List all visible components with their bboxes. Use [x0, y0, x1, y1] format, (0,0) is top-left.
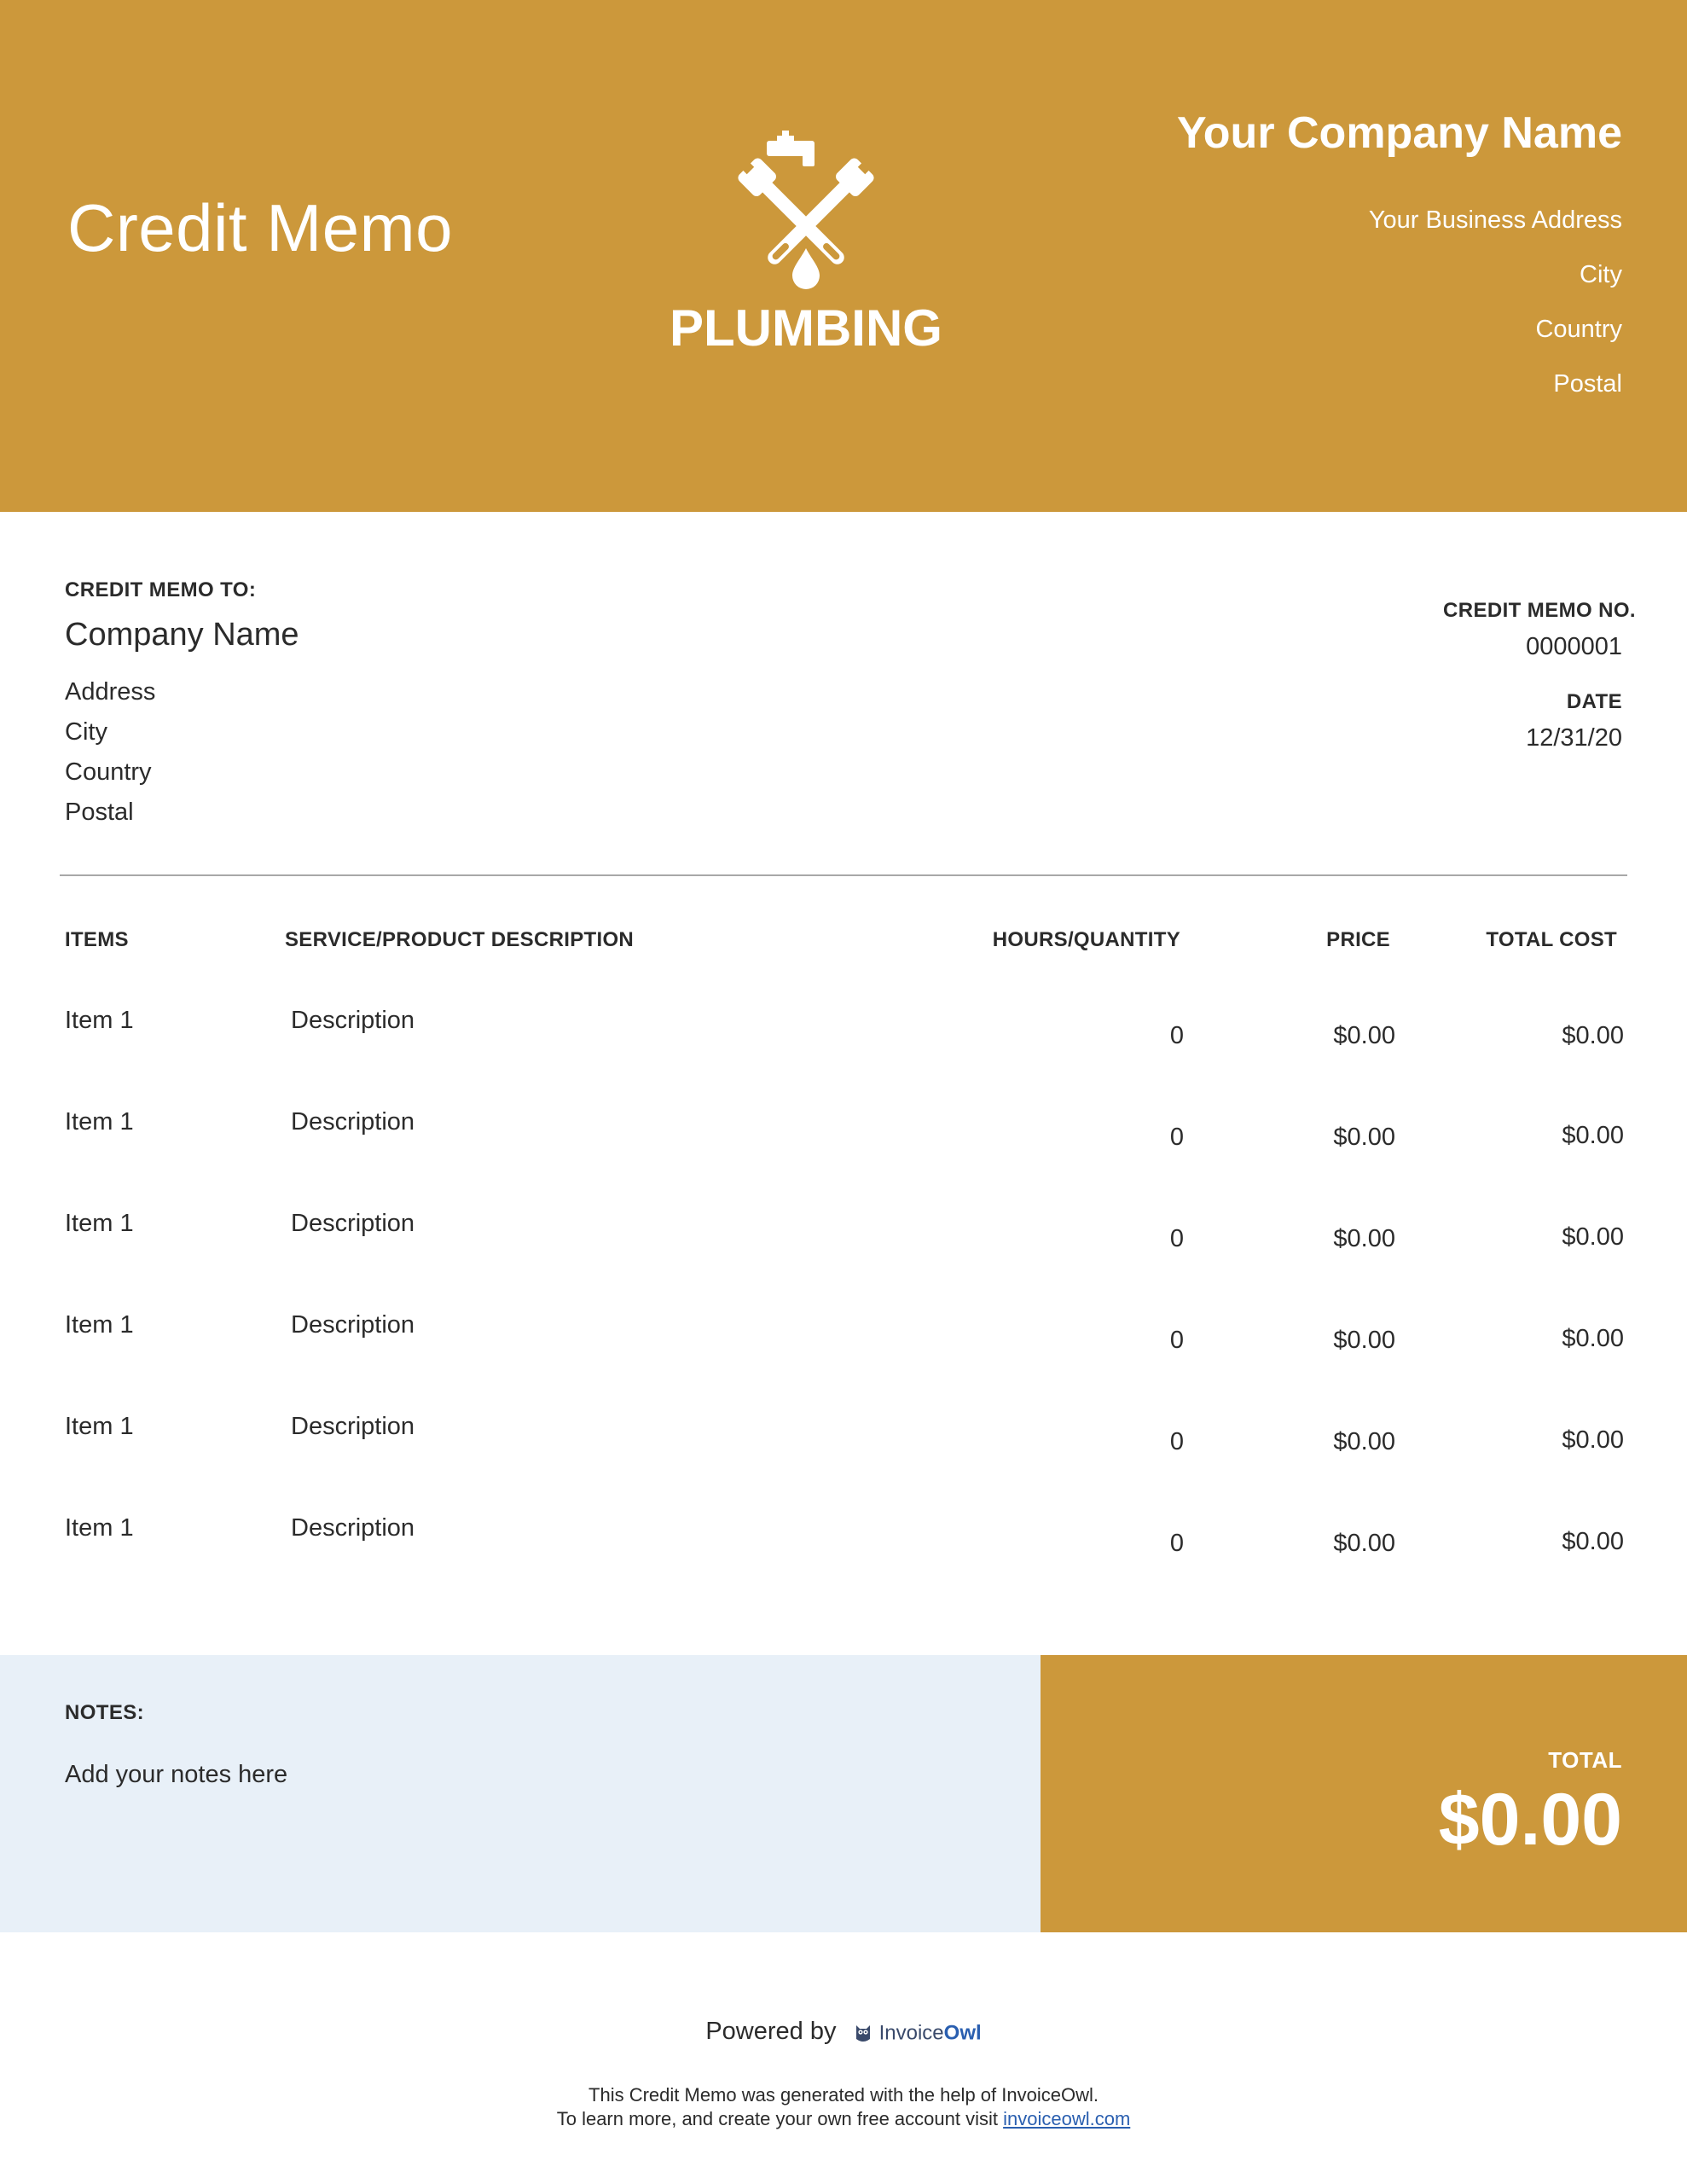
- row-item: Item 1: [65, 1413, 134, 1440]
- col-header-quantity: HOURS/QUANTITY: [992, 928, 1180, 951]
- powered-by: [0, 2018, 1687, 2047]
- powered-by-text: Powered by: [705, 2018, 837, 2045]
- recipient-postal: Postal: [65, 798, 134, 826]
- row-item: Item 1: [65, 1108, 134, 1136]
- footer-line-2: [0, 2108, 1687, 2130]
- notes-label: NOTES:: [65, 1701, 145, 1724]
- row-price: $0.00: [1333, 1124, 1395, 1151]
- invoiceowl-logo[interactable]: [854, 2018, 982, 2047]
- col-header-description: SERVICE/PRODUCT DESCRIPTION: [285, 928, 635, 951]
- row-price: $0.00: [1333, 1428, 1395, 1455]
- bill-to-label: CREDIT MEMO TO:: [65, 578, 257, 601]
- col-header-total: TOTAL COST: [1486, 928, 1617, 951]
- sender-company-name: Your Company Name: [1176, 108, 1622, 158]
- total-label: TOTAL: [1548, 1747, 1622, 1773]
- row-quantity: 0: [1169, 1225, 1184, 1252]
- brand-owl: Owl: [943, 2021, 982, 2045]
- bill-to-block: [65, 578, 299, 833]
- row-quantity: 0: [1169, 1428, 1184, 1455]
- row-description: Description: [291, 1413, 415, 1440]
- row-price: $0.00: [1333, 1022, 1395, 1049]
- row-quantity: 0: [1169, 1124, 1184, 1151]
- document-title: Credit Memo: [67, 190, 453, 265]
- row-quantity: 0: [1169, 1530, 1184, 1557]
- recipient-country: Country: [65, 758, 152, 786]
- row-item: Item 1: [65, 1311, 134, 1339]
- row-description: Description: [291, 1210, 415, 1237]
- brand-invoice: Invoice: [878, 2021, 944, 2045]
- plumbing-logo: [665, 124, 947, 371]
- sender-address: Your Business Address: [1368, 206, 1622, 234]
- memo-number: 0000001: [1526, 633, 1622, 660]
- notes-text: Add your notes here: [65, 1761, 288, 1788]
- sender-postal: Postal: [1553, 370, 1622, 398]
- row-total: $0.00: [1562, 1122, 1624, 1149]
- footer-line-2-text: To learn more, and create your own free account visit: [556, 2108, 998, 2129]
- row-description: Description: [291, 1007, 415, 1034]
- notes-panel: [0, 1655, 1041, 1932]
- row-total: $0.00: [1562, 1022, 1624, 1049]
- logo-text: PLUMBING: [670, 299, 942, 357]
- sender-company-block: [1176, 108, 1622, 411]
- row-price: $0.00: [1333, 1225, 1395, 1252]
- col-header-items: ITEMS: [65, 928, 129, 951]
- sender-city: City: [1580, 261, 1622, 288]
- row-description: Description: [291, 1514, 415, 1542]
- footer-line-1: This Credit Memo was generated with the help of InvoiceOwl.: [588, 2084, 1099, 2106]
- header-banner: [0, 0, 1687, 512]
- row-description: Description: [291, 1108, 415, 1136]
- total-panel: [1041, 1655, 1687, 1932]
- recipient-company-name: Company Name: [65, 617, 299, 653]
- memo-meta-block: [1443, 599, 1636, 781]
- memo-number-label: CREDIT MEMO NO.: [1443, 599, 1636, 622]
- row-item: Item 1: [65, 1514, 134, 1542]
- crossed-wrenches-icon: [712, 124, 900, 299]
- row-price: $0.00: [1333, 1530, 1395, 1557]
- row-price: $0.00: [1333, 1327, 1395, 1354]
- row-total: $0.00: [1562, 1528, 1624, 1555]
- total-value: $0.00: [1438, 1779, 1622, 1861]
- row-quantity: 0: [1169, 1327, 1184, 1354]
- row-item: Item 1: [65, 1210, 134, 1237]
- row-total: $0.00: [1562, 1223, 1624, 1251]
- sender-country: Country: [1535, 316, 1622, 343]
- row-total: $0.00: [1562, 1325, 1624, 1352]
- row-description: Description: [291, 1311, 415, 1339]
- invoiceowl-link[interactable]: invoiceowl.com: [1003, 2108, 1131, 2129]
- row-quantity: 0: [1169, 1022, 1184, 1049]
- owl-icon: [854, 2022, 872, 2044]
- date-label: DATE: [1566, 690, 1622, 713]
- col-header-price: PRICE: [1326, 928, 1390, 951]
- row-item: Item 1: [65, 1007, 134, 1034]
- row-total: $0.00: [1562, 1426, 1624, 1454]
- section-divider: [60, 874, 1627, 876]
- memo-date: 12/31/20: [1526, 724, 1622, 752]
- recipient-address: Address: [65, 677, 156, 706]
- recipient-city: City: [65, 717, 107, 746]
